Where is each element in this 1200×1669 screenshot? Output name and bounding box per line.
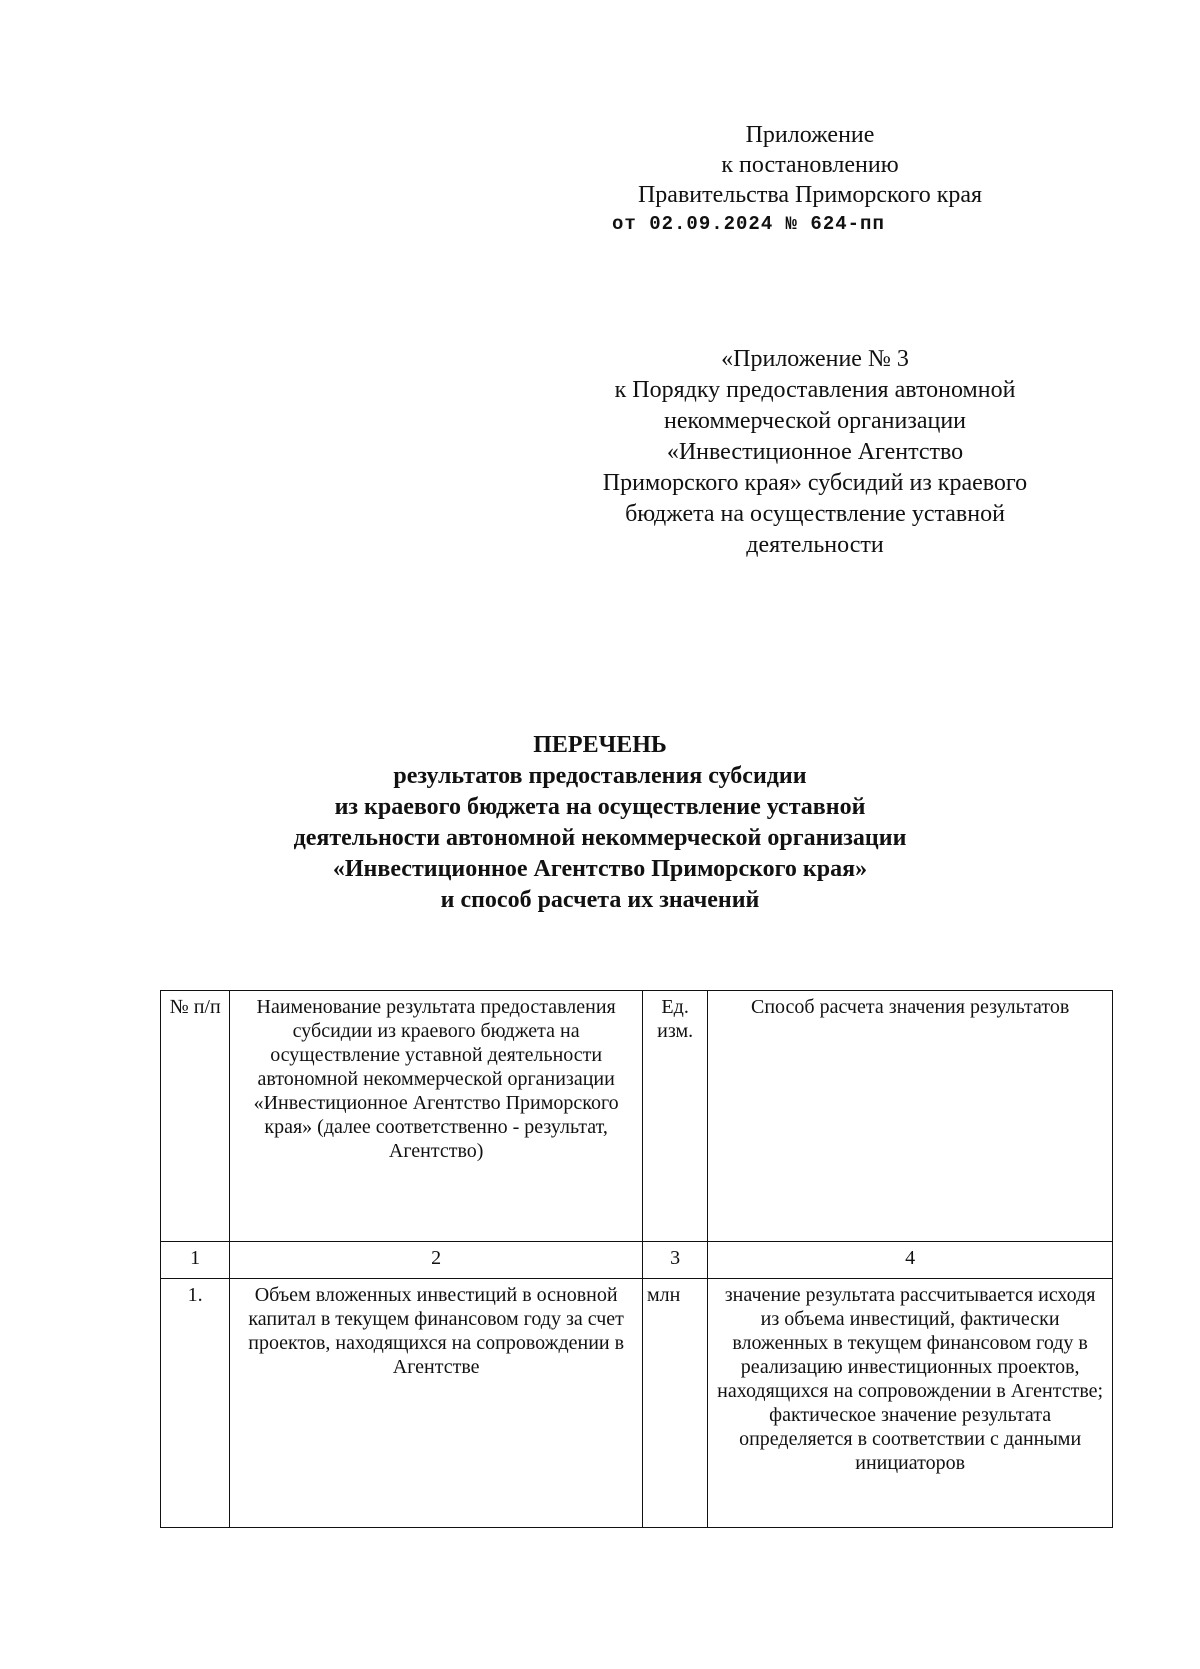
appendix3-line: «Инвестиционное Агентство xyxy=(666,439,964,465)
row-calculation-method: значение результата рассчитывается исходя из объема инвестиций, фактически вложенных в текущем финансовом году в реализацию инвестиционных проектов, находящихся на сопровождении в Агентстве; фактическое значение результата определяется в соответствии с данными инициаторов xyxy=(708,1279,1113,1528)
appendix3-line: бюджета на осуществление уставной xyxy=(625,501,1005,527)
title-line: деятельности автономной некоммерческой организации xyxy=(293,825,907,851)
column-number: 3 xyxy=(643,1242,708,1279)
appendix3-header xyxy=(540,344,1090,561)
row-unit: млн xyxy=(643,1279,708,1528)
header-unit: Ед. изм. xyxy=(643,991,708,1242)
column-number: 2 xyxy=(230,1242,643,1279)
column-number: 1 xyxy=(161,1242,230,1279)
header-number: № п/п xyxy=(161,991,230,1242)
title-line: и способ расчета их значений xyxy=(440,887,760,913)
title-heading: ПЕРЕЧЕНЬ xyxy=(533,732,667,758)
appendix-header-line: Правительства Приморского края xyxy=(637,182,983,208)
resolution-date-number: от 02.09.2024 № 624-пп xyxy=(612,213,885,235)
table-header-row xyxy=(161,991,1113,1242)
table-column-numbers-row xyxy=(161,1242,1113,1279)
appendix-header xyxy=(590,120,1030,238)
results-table xyxy=(160,990,1113,1528)
row-number: 1. xyxy=(161,1279,230,1528)
row-result-name: Объем вложенных инвестиций в основной капитал в текущем финансовом году за счет проектов, находящихся на сопровождении в Агентстве xyxy=(230,1279,643,1528)
appendix3-line: некоммерческой организации xyxy=(663,408,966,434)
column-number: 4 xyxy=(708,1242,1113,1279)
title-line: «Инвестиционное Агентство Приморского края» xyxy=(332,856,868,882)
table-row xyxy=(161,1279,1113,1528)
appendix3-line: Приморского края» субсидий из краевого xyxy=(602,470,1028,496)
appendix-header-line: к постановлению xyxy=(721,152,899,178)
title-line: результатов предоставления субсидии xyxy=(393,763,807,789)
header-result-name: Наименование результата предоставления субсидии из краевого бюджета на осуществление уставной деятельности автономной некоммерческой организации «Инвестиционное Агентство Приморского края» (далее соответственно - результат, Агентство) xyxy=(230,991,643,1242)
header-calculation-method: Способ расчета значения результатов xyxy=(708,991,1113,1242)
appendix3-line: к Порядку предоставления автономной xyxy=(614,377,1016,403)
appendix3-line: деятельности xyxy=(746,532,884,558)
appendix-header-line: Приложение xyxy=(745,122,875,148)
appendix3-line: «Приложение № 3 xyxy=(721,346,909,372)
title-line: из краевого бюджета на осуществление уставной xyxy=(334,794,866,820)
document-title xyxy=(160,730,1040,916)
